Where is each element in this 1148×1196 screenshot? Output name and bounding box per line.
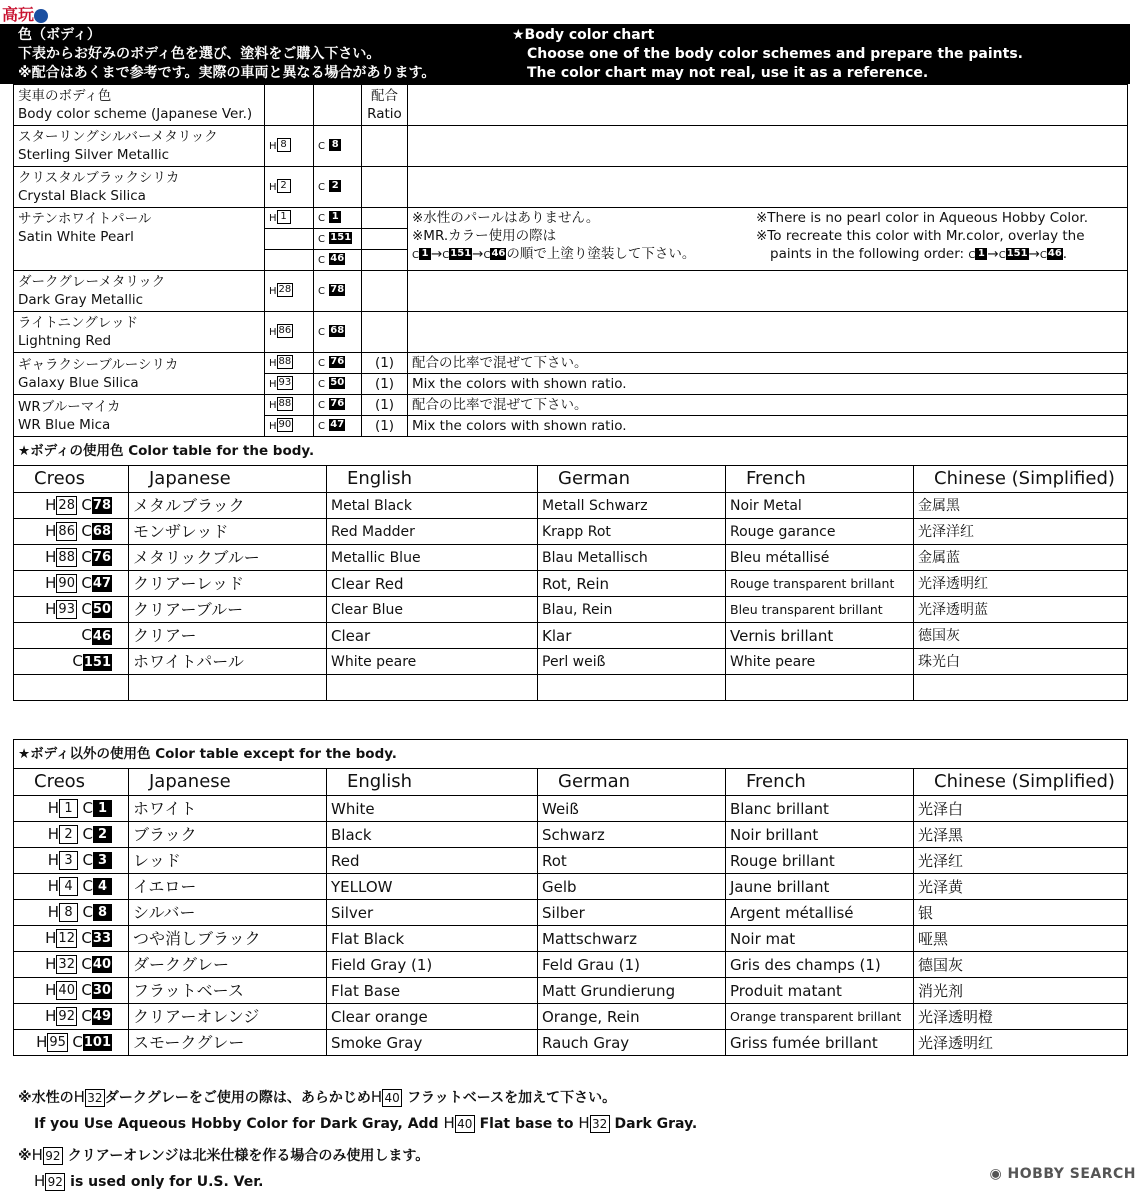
watermark-logo-icon: ◉	[989, 1166, 1003, 1182]
table-row: H 28 C78 メタルブラック Metal Black Metall Schwarz Noir Metal 金属黑	[14, 493, 1128, 519]
footnote-en-2: H 92 is used only for U.S. Ver.	[34, 1172, 264, 1190]
scheme-head-row: 実車のボディ色 Body color scheme (Japanese Ver.) 配合 Ratio	[14, 85, 1128, 126]
table-row: H 95 C101 スモークグレー Smoke Gray Rauch Gray Griss fumée brillant 光泽透明红	[14, 1030, 1128, 1056]
header-english: ★Body color chart Choose one of the body color schemes and prepare the paints. The color chart may not real, use it as a reference.	[512, 27, 1023, 81]
other-table-caption: ★ボディ以外の使用色 Color table except for the body.	[14, 740, 1128, 769]
table-row: H 88 C76 メタリックブルー Metallic Blue Blau Metallisch Bleu métallisé 金属蓝	[14, 545, 1128, 571]
scheme-row: クリスタルブラックシリカ Crystal Black Silica H 2 C 2	[14, 167, 1128, 208]
scheme-row: ダークグレーメタリック Dark Gray Metallic H 28 C 78	[14, 271, 1128, 312]
scheme-row: WRブルーマイカ WR Blue Mica H 88 C 76 (1) 配合の比率で混ぜて下さい。	[14, 395, 1128, 416]
table-row: H 12 C33 つや消しブラック Flat Black Mattschwarz Noir mat 哑黑	[14, 926, 1128, 952]
table-row: C151 ホワイトパール White peare Perl weiß White peare 珠光白	[14, 649, 1128, 675]
body-table-header: Creos Japanese English German French Chinese (Simplified)	[14, 466, 1128, 493]
other-table-header: Creos Japanese English German French Chinese (Simplified)	[14, 769, 1128, 796]
table-row-empty	[14, 675, 1128, 701]
body-scheme-table: 実車のボディ色 Body color scheme (Japanese Ver.) 配合 Ratio スターリングシルバーメタリック Sterling Silver Metallic H 8 C 8 クリスタルブラックシリカ Crystal Black Silica H 2 C 2 サテンホワイトパール Satin White Pearl H 1 C 1 ※水性のパールはありません。 ※MR.カラー使用の際は C 1 →C151→C46の順で上塗り塗装して下さい。 ※There is no pearl color in Aqueous Hobby Color. ※To recreate this color with Mr.color, overlay the paints in the following order: C 1 →C151→C46. C 151 C 46 ダークグレーメタリック Dark Gray Metallic H 28 C 78 ライトニングレッド Lightning Red H 86 C 68 ギャラクシーブルーシリカ Galaxy Blue Silica H 88 C 76 (1) 配合の比率で混ぜて下さい。 H 93 C 50 (1) Mix the colors with shown ratio. WRブルーマイカ WR Blue Mica H 88 C 76 (1) 配合の比率で混ぜて下さい。 H 90 C 47 (1) Mix the colors with shown ratio.	[13, 84, 1128, 437]
table-row: H 32 C40 ダークグレー Field Gray (1) Feld Grau (1) Gris des champs (1) 德国灰	[14, 952, 1128, 978]
table-row: H 86 C68 モンザレッド Red Madder Krapp Rot Rouge garance 光泽洋红	[14, 519, 1128, 545]
site-logo: 高玩	[2, 2, 48, 25]
logo-badge-icon	[34, 9, 48, 23]
footnotes	[18, 1085, 697, 1195]
table-row: H 3 C 3 レッド Red Rot Rouge brillant 光泽红	[14, 848, 1128, 874]
table-row: H 93 C50 クリアーブルー Clear Blue Blau, Rein Bleu transparent brillant 光泽透明蓝	[14, 597, 1128, 623]
scheme-row: ライトニングレッド Lightning Red H 86 C 68	[14, 312, 1128, 353]
footnote-en-1: If you Use Aqueous Hobby Color for Dark Gray, Add H 40 Flat base to H 32 Dark Gray.	[34, 1114, 698, 1132]
table-row: H 40 C30 フラットベース Flat Base Matt Grundierung Produit matant 消光剂	[14, 978, 1128, 1004]
footnote-ja-1: ※水性のH 32 ダークグレーをご使用の際は、あらかじめH 40 フラットベースを加えて下さい。	[18, 1088, 617, 1106]
footnote-ja-2: ※H 92 クリアーオレンジは北米仕様を作る場合のみ使用します。	[18, 1146, 430, 1164]
body-table-caption: ★ボディの使用色 Color table for the body.	[14, 437, 1128, 466]
watermark: ◉ HOBBY SEARCH	[989, 1166, 1136, 1182]
table-row: H 2 C 2 ブラック Black Schwarz Noir brillant 光泽黑	[14, 822, 1128, 848]
table-row: H 1 C 1 ホワイト White Weiß Blanc brillant 光泽白	[14, 796, 1128, 822]
scheme-row: スターリングシルバーメタリック Sterling Silver Metallic H 8 C 8	[14, 126, 1128, 167]
body-color-table	[13, 436, 1128, 701]
table-row: H 90 C47 クリアーレッド Clear Red Rot, Rein Rouge transparent brillant 光泽透明红	[14, 571, 1128, 597]
table-row: C46 クリアー Clear Klar Vernis brillant 德国灰	[14, 623, 1128, 649]
table-row: H 92 C49 クリアーオレンジ Clear orange Orange, Rein Orange transparent brillant 光泽透明橙	[14, 1004, 1128, 1030]
header-japanese: 色（ボディ） 下表からお好みのボディ色を選び、塗料をご購入下さい。 ※配合はあくまで参考です。実際の車両と異なる場合があります。	[18, 27, 436, 81]
other-color-table	[13, 739, 1128, 1056]
scheme-row: ギャラクシーブルーシリカ Galaxy Blue Silica H 88 C 76 (1) 配合の比率で混ぜて下さい。	[14, 353, 1128, 374]
table-row: H 8 C 8 シルバー Silver Silber Argent métallisé 银	[14, 900, 1128, 926]
header-band	[0, 24, 1130, 84]
scheme-row: サテンホワイトパール Satin White Pearl H 1 C 1 ※水性のパールはありません。 ※MR.カラー使用の際は C 1 →C151→C46の順で上塗り塗装して下さい。 ※There is no pearl color in Aqueous Hobby Color. ※To recreate this color with Mr.color, overlay the paints in the following order: C 1 →C151→C46.	[14, 208, 1128, 229]
table-row: H 4 C 4 イエロー YELLOW Gelb Jaune brillant 光泽黄	[14, 874, 1128, 900]
